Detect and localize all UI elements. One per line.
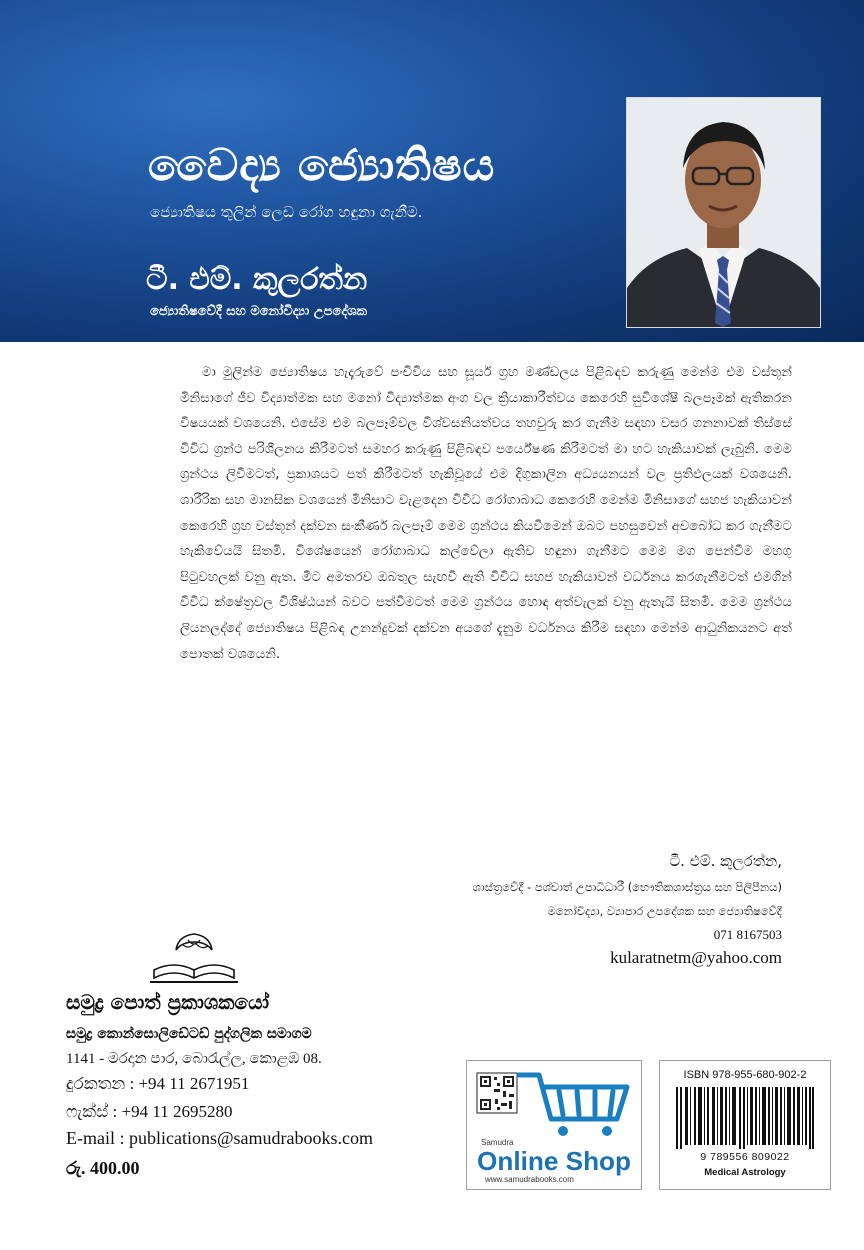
- author-role: ජ්‍යොතිෂවේදී සහ මනෝවිද්‍යා උපදේශක: [150, 304, 367, 319]
- publisher-name: සමුද්‍ර පොත් ප්‍රකාශකයෝ: [66, 990, 270, 1014]
- isbn-number: ISBN 978-955-680-902-2: [683, 1069, 807, 1081]
- signature-email[interactable]: kularatnetm@yahoo.com: [610, 948, 782, 967]
- publisher-email[interactable]: E-mail : publications@samudrabooks.com: [66, 1128, 374, 1148]
- author-portrait-illustration: [627, 98, 820, 327]
- book-price: රු. 400.00: [66, 1158, 140, 1178]
- online-shop-badge[interactable]: [466, 1060, 642, 1190]
- author-name: ටී. එම්. කුලරත්න: [146, 262, 368, 297]
- shop-url: www.samudrabooks.com: [485, 1175, 574, 1184]
- book-subtitle: ජ්‍යොතිෂය තුලින් ලෙඩ රෝග හඳුනා ගැනීම.: [150, 203, 423, 221]
- publisher-address: 1141 - මරදාන පාර, බොරැල්ල, කොළඹ 08.: [66, 1051, 322, 1067]
- fax-label: ෆැක්ස්: [66, 1102, 109, 1121]
- signature-phone: 071 8167503: [713, 927, 782, 942]
- author-photo: [626, 97, 821, 328]
- telephone-label: දුරකතන: [66, 1074, 126, 1093]
- cover-header: [0, 0, 864, 342]
- fax-number: : +94 11 2695280: [112, 1102, 233, 1121]
- publisher-company: සමුද්‍ර කොන්සොලිඩේටඩ් පුද්ගලික සමාගම: [66, 1026, 312, 1042]
- barcode-icon: [676, 1087, 814, 1149]
- publisher-telephone: [66, 1074, 249, 1094]
- telephone-number: : +94 11 2671951: [129, 1074, 250, 1093]
- description-paragraph: මා මුලින්ම ජ්‍යොතිෂය හැදෑරුවේ පංචිවිය සහ සූර්ය ග්‍රහ මණ්ඩලය පිළිබඳව කරුණු මෙන්ම එම වස්තූන් මිනිසාගේ ජීව විද්‍යාත්මක සහ මනෝ විද්‍යාත්මක අංග වල ක්‍රියාකාරීත්වය කෙරෙහි සුවිශේෂී බලපෑමක් ඇතිකරන විෂයයක් වශයෙනි. එසේම එම බලපෑම්වල විශ්වසනියත්වය තහවුරු කර ගැනීම සඳහා වසර ගනනාවක් තිස්සේ විවිධ ග්‍රන්ථ පරිශීලනය කිරීමටත් සමහර කරුණු පිළිබඳව පර්යේෂණ කිරීමටත් මා හට හැකියාවක් ලැබුනි. මෙම ග්‍රන්ථය ලිවීමටත්, ප්‍රකාශයට පත් කිරීමටත් හැකිවූයේ එම දිගුකාලින අධ්‍යයනයන් වල ප්‍රතිඵලයක් වශයෙනි. ශාරීරික සහ මානසික වශයෙන් මිනිසාට වැළදෙන විවිධ රෝගාබාධ කෙරෙහි මෙන්ම මිනිසාගේ සහජ හැකියාවන් කෙරෙහි ග්‍රහ වස්තූන් දක්වන සංකීර්ණ බලපෑම් මෙම ග්‍රන්ථය කියවීමෙන් ඔබට පහසුවෙන් අවබෝධ කර ගැනීමට හැකිවේයයි සිතමි. විශේෂයෙන් රෝගාබාධ කල්වේලා ඇතිව හඳුනා ගැනීමට මෙම මග පෙන්වීම මහගු පිටුවහලක් වනු ඇත. මීට අමතරව ඔබතුල සැඟවී ඇති විවිධ සහජ හැකියාවන් වර්ධනය කරගැනීමටත් එමගින් විවිධ ක්ෂේත්‍රවල විශිෂ්ඨයන් බවට පත්වීමටත් මෙම ග්‍රන්ථය හොඳ අත්වැලක් වනු ඇතැයි සිතමි. මෙම ග්‍රන්ථය ලියනලද්දේ ජ්‍යොතිෂය පිළිබඳ උනන්දුවක් දක්වන අයගේ දැනුම වර්ධනය කිරීම සඳහා මෙන්ම ආධුනිකයනට අත් පොතක් වශයෙනි.: [180, 365, 792, 662]
- barcode-digits: 9 789556 809022: [700, 1151, 790, 1163]
- signature-profession: මනෝවිද්‍යා, ව්‍යාපාර උපදේශක සහ ජ්‍යොතිෂවේදී: [547, 904, 782, 918]
- book-title: වෛද්‍ය ජ්‍යොතිෂය: [148, 140, 496, 191]
- signature-degree: ශාස්ත්‍රවේදී - පශ්චාත් උපාධිධාරී (භෞතිකශාස්ත්‍රය සහ පිලිපීනය): [472, 880, 782, 894]
- shop-label: Online Shop: [477, 1146, 631, 1176]
- shopping-cart-icon: [519, 1075, 627, 1119]
- publisher-fax: [66, 1102, 232, 1122]
- signature-name: ටී. එම්. කුලරත්න,: [669, 852, 782, 870]
- publisher-logo-icon: [148, 930, 240, 986]
- book-category: Medical Astrology: [704, 1167, 786, 1178]
- shop-brand: Samudra: [481, 1138, 514, 1147]
- isbn-barcode-box: [659, 1060, 831, 1190]
